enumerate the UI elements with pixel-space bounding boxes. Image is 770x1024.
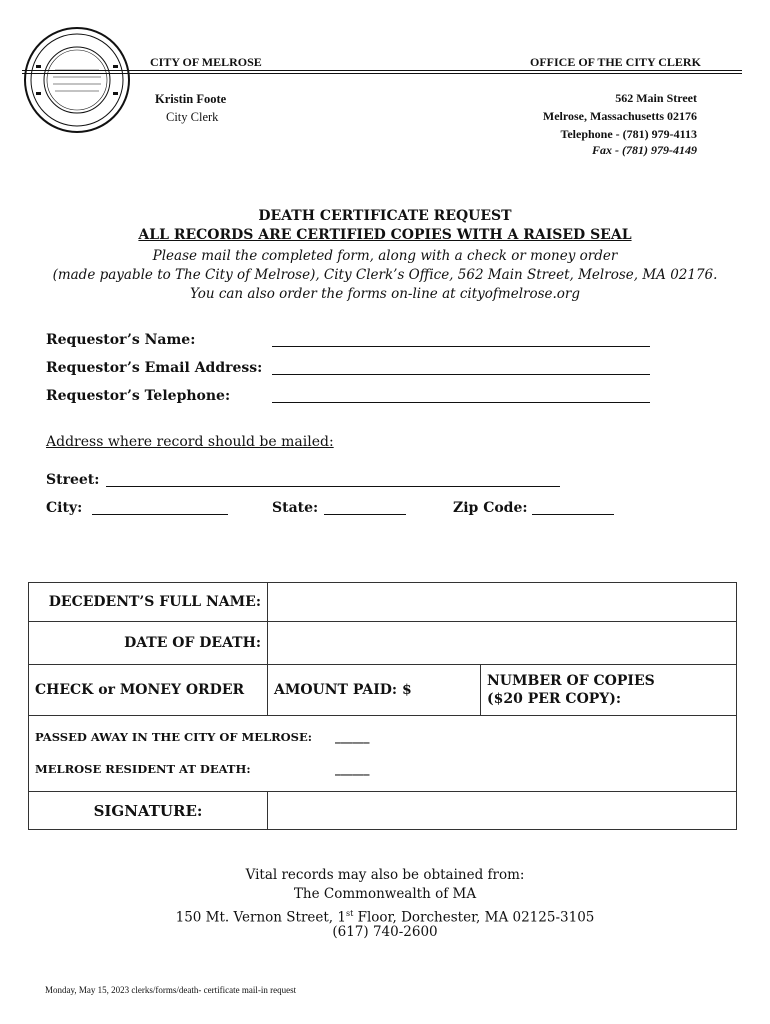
decedent-name-label: DECEDENT’S FULL NAME: bbox=[29, 583, 268, 622]
instructions-line-1: Please mail the completed form, along with a check or money order bbox=[152, 248, 618, 264]
city-seal-logo bbox=[22, 25, 132, 135]
form-title: DEATH CERTIFICATE REQUEST bbox=[258, 208, 512, 224]
clerk-name: Kristin Foote bbox=[155, 92, 227, 106]
requestor-phone-field[interactable] bbox=[272, 402, 650, 403]
resident-label: MELROSE RESIDENT AT DEATH: bbox=[35, 762, 251, 776]
zip-field[interactable] bbox=[532, 514, 614, 515]
state-label: State: bbox=[272, 500, 319, 516]
resident-blank[interactable]: ______ bbox=[335, 762, 370, 776]
passed-away-blank[interactable]: ______ bbox=[335, 730, 370, 744]
footer-line-2: The Commonwealth of MA bbox=[293, 886, 477, 902]
requestor-email-field[interactable] bbox=[272, 374, 650, 375]
mailing-heading: Address where record should be mailed: bbox=[46, 434, 334, 450]
header-rule bbox=[22, 70, 742, 71]
office-fax: Fax - (781) 979-4149 bbox=[592, 143, 697, 157]
state-field[interactable] bbox=[324, 514, 406, 515]
requestor-email-label: Requestor’s Email Address: bbox=[46, 360, 263, 376]
amount-paid-label: AMOUNT PAID: $ bbox=[274, 682, 412, 698]
amount-paid-field[interactable] bbox=[268, 665, 481, 716]
footer-line-4: (617) 740-2600 bbox=[332, 924, 438, 940]
signature-field[interactable] bbox=[268, 792, 737, 830]
office-telephone: Telephone - (781) 979-4113 bbox=[560, 127, 697, 141]
requestor-name-label: Requestor’s Name: bbox=[46, 332, 196, 348]
street-field[interactable] bbox=[106, 486, 560, 487]
number-of-copies-field[interactable] bbox=[481, 665, 737, 716]
decedent-table bbox=[28, 582, 737, 830]
zip-label: Zip Code: bbox=[453, 500, 528, 516]
document-footnote: Monday, May 15, 2023 clerks/forms/death- certificate mail-in request bbox=[45, 985, 297, 995]
instructions-line-3: You can also order the forms on-line at cityofmelrose.org bbox=[189, 286, 581, 302]
office-city-state: Melrose, Massachusetts 02176 bbox=[542, 109, 697, 123]
form-subtitle: ALL RECORDS ARE CERTIFIED COPIES WITH A RAISED SEAL bbox=[138, 227, 632, 243]
requestor-phone-label: Requestor’s Telephone: bbox=[46, 388, 231, 404]
office-street: 562 Main Street bbox=[615, 91, 697, 105]
street-label: Street: bbox=[46, 472, 100, 488]
office-name: OFFICE OF THE CITY CLERK bbox=[526, 55, 705, 70]
date-of-death-field[interactable] bbox=[268, 622, 737, 665]
requestor-name-field[interactable] bbox=[272, 346, 650, 347]
city-field[interactable] bbox=[92, 514, 228, 515]
city-name: CITY OF MELROSE bbox=[146, 55, 266, 70]
clerk-title: City Clerk bbox=[166, 110, 219, 124]
passed-away-label: PASSED AWAY IN THE CITY OF MELROSE: bbox=[35, 730, 312, 744]
city-label: City: bbox=[46, 500, 83, 516]
decedent-name-field[interactable] bbox=[268, 583, 737, 622]
footer-line-1: Vital records may also be obtained from: bbox=[245, 867, 525, 883]
footer-line-3: 150 Mt. Vernon Street, 1st Floor, Dorchester, MA 02125-3105 bbox=[175, 909, 595, 926]
copies-label-line-2: ($20 PER COPY): bbox=[487, 691, 622, 707]
date-of-death-label: DATE OF DEATH: bbox=[29, 622, 268, 665]
instructions-line-2: (made payable to The City of Melrose), City Clerk’s Office, 562 Main Street, Melrose, MA 02176. bbox=[52, 267, 718, 283]
copies-label-line-1: NUMBER OF COPIES bbox=[487, 673, 655, 689]
check-money-order-label: CHECK or MONEY ORDER bbox=[29, 665, 268, 716]
signature-label: SIGNATURE: bbox=[29, 792, 268, 830]
header-rule-2 bbox=[22, 73, 742, 74]
